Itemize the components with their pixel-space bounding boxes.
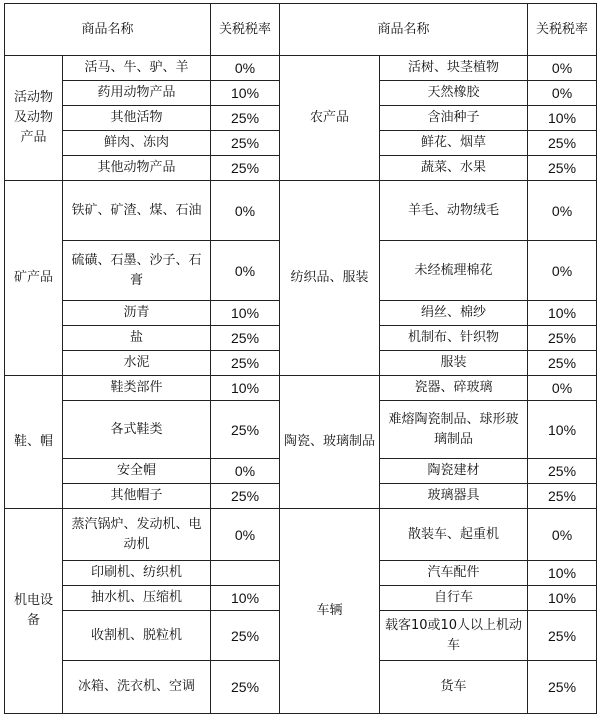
item-rate: 10% bbox=[528, 106, 597, 131]
item-name: 铁矿、矿渣、煤、石油 bbox=[63, 181, 211, 241]
item-rate: 25% bbox=[528, 459, 597, 484]
item-name: 其他帽子 bbox=[63, 484, 211, 509]
item-name: 羊毛、动物绒毛 bbox=[380, 181, 528, 241]
item-rate: 25% bbox=[528, 484, 597, 509]
category-cell: 纺织品、服装 bbox=[280, 181, 380, 376]
category-cell: 陶瓷、玻璃制品 bbox=[280, 376, 380, 509]
item-name: 水泥 bbox=[63, 351, 211, 376]
item-rate: 25% bbox=[211, 131, 280, 156]
item-rate: 10% bbox=[528, 586, 597, 611]
item-name: 天然橡胶 bbox=[380, 81, 528, 106]
header-rate-left: 关税税率 bbox=[211, 4, 280, 56]
category-cell: 鞋、帽 bbox=[5, 376, 63, 509]
item-name: 玻璃器具 bbox=[380, 484, 528, 509]
item-rate: 0% bbox=[528, 376, 597, 401]
item-rate: 25% bbox=[528, 156, 597, 181]
item-name: 瓷器、碎玻璃 bbox=[380, 376, 528, 401]
table-row bbox=[5, 509, 597, 561]
item-name: 含油种子 bbox=[380, 106, 528, 131]
table-row bbox=[5, 181, 597, 241]
item-rate: 0% bbox=[211, 56, 280, 81]
item-rate: 0% bbox=[211, 181, 280, 241]
item-rate: 25% bbox=[211, 484, 280, 509]
item-rate: 0% bbox=[211, 509, 280, 561]
tariff-table bbox=[4, 3, 597, 714]
item-name: 货车 bbox=[380, 661, 528, 714]
table-row bbox=[5, 56, 597, 81]
item-name: 其他动物产品 bbox=[63, 156, 211, 181]
category-cell: 活动物及动物产品 bbox=[5, 56, 63, 181]
item-rate: 0% bbox=[211, 241, 280, 301]
item-name: 载客10或10人以上机动车 bbox=[380, 611, 528, 661]
item-rate: 25% bbox=[528, 661, 597, 714]
item-name: 其他活物 bbox=[63, 106, 211, 131]
item-rate: 0% bbox=[528, 509, 597, 561]
item-rate: 25% bbox=[211, 401, 280, 459]
item-rate: 10% bbox=[211, 586, 280, 611]
item-name: 自行车 bbox=[380, 586, 528, 611]
item-rate: 10% bbox=[211, 81, 280, 106]
item-rate: 10% bbox=[528, 401, 597, 459]
item-rate: 0% bbox=[528, 241, 597, 301]
item-rate: 25% bbox=[528, 131, 597, 156]
item-name: 服装 bbox=[380, 351, 528, 376]
item-name: 药用动物产品 bbox=[63, 81, 211, 106]
item-name: 印刷机、纺织机 bbox=[63, 561, 211, 586]
item-name: 绢丝、棉纱 bbox=[380, 301, 528, 326]
item-name: 盐 bbox=[63, 326, 211, 351]
item-rate: 25% bbox=[528, 611, 597, 661]
item-rate: 0% bbox=[528, 181, 597, 241]
item-name: 抽水机、压缩机 bbox=[63, 586, 211, 611]
item-rate: 10% bbox=[211, 376, 280, 401]
item-rate: 10% bbox=[211, 301, 280, 326]
item-rate: 25% bbox=[211, 326, 280, 351]
item-rate bbox=[211, 561, 280, 586]
header-row bbox=[5, 4, 597, 56]
item-rate: 25% bbox=[211, 156, 280, 181]
header-rate-right: 关税税率 bbox=[528, 4, 597, 56]
item-rate: 0% bbox=[211, 459, 280, 484]
item-rate: 10% bbox=[528, 301, 597, 326]
item-rate: 25% bbox=[528, 351, 597, 376]
header-name-right: 商品名称 bbox=[280, 4, 528, 56]
item-name: 安全帽 bbox=[63, 459, 211, 484]
item-name: 机制布、针织物 bbox=[380, 326, 528, 351]
item-name: 难熔陶瓷制品、球形玻璃制品 bbox=[380, 401, 528, 459]
item-rate: 25% bbox=[211, 351, 280, 376]
table-row bbox=[5, 376, 597, 401]
category-cell: 农产品 bbox=[280, 56, 380, 181]
category-cell: 机电设备 bbox=[5, 509, 63, 714]
item-name: 汽车配件 bbox=[380, 561, 528, 586]
item-name: 硫磺、石墨、沙子、石膏 bbox=[63, 241, 211, 301]
item-name: 活马、牛、驴、羊 bbox=[63, 56, 211, 81]
item-rate: 25% bbox=[211, 661, 280, 714]
item-name: 收割机、脱粒机 bbox=[63, 611, 211, 661]
header-name-left: 商品名称 bbox=[5, 4, 211, 56]
item-name: 鲜肉、冻肉 bbox=[63, 131, 211, 156]
item-name: 各式鞋类 bbox=[63, 401, 211, 459]
item-name: 蒸汽锅炉、发动机、电动机 bbox=[63, 509, 211, 561]
item-rate: 25% bbox=[211, 611, 280, 661]
item-name: 蔬菜、水果 bbox=[380, 156, 528, 181]
item-name: 陶瓷建材 bbox=[380, 459, 528, 484]
item-name: 散装车、起重机 bbox=[380, 509, 528, 561]
item-rate: 25% bbox=[528, 326, 597, 351]
item-rate: 25% bbox=[211, 106, 280, 131]
category-cell: 车辆 bbox=[280, 509, 380, 714]
item-name: 鞋类部件 bbox=[63, 376, 211, 401]
category-cell: 矿产品 bbox=[5, 181, 63, 376]
item-name: 沥青 bbox=[63, 301, 211, 326]
item-name: 活树、块茎植物 bbox=[380, 56, 528, 81]
item-rate: 0% bbox=[528, 81, 597, 106]
item-rate: 0% bbox=[528, 56, 597, 81]
item-name: 冰箱、洗衣机、空调 bbox=[63, 661, 211, 714]
item-rate: 10% bbox=[528, 561, 597, 586]
item-name: 未经梳理棉花 bbox=[380, 241, 528, 301]
item-name: 鲜花、烟草 bbox=[380, 131, 528, 156]
